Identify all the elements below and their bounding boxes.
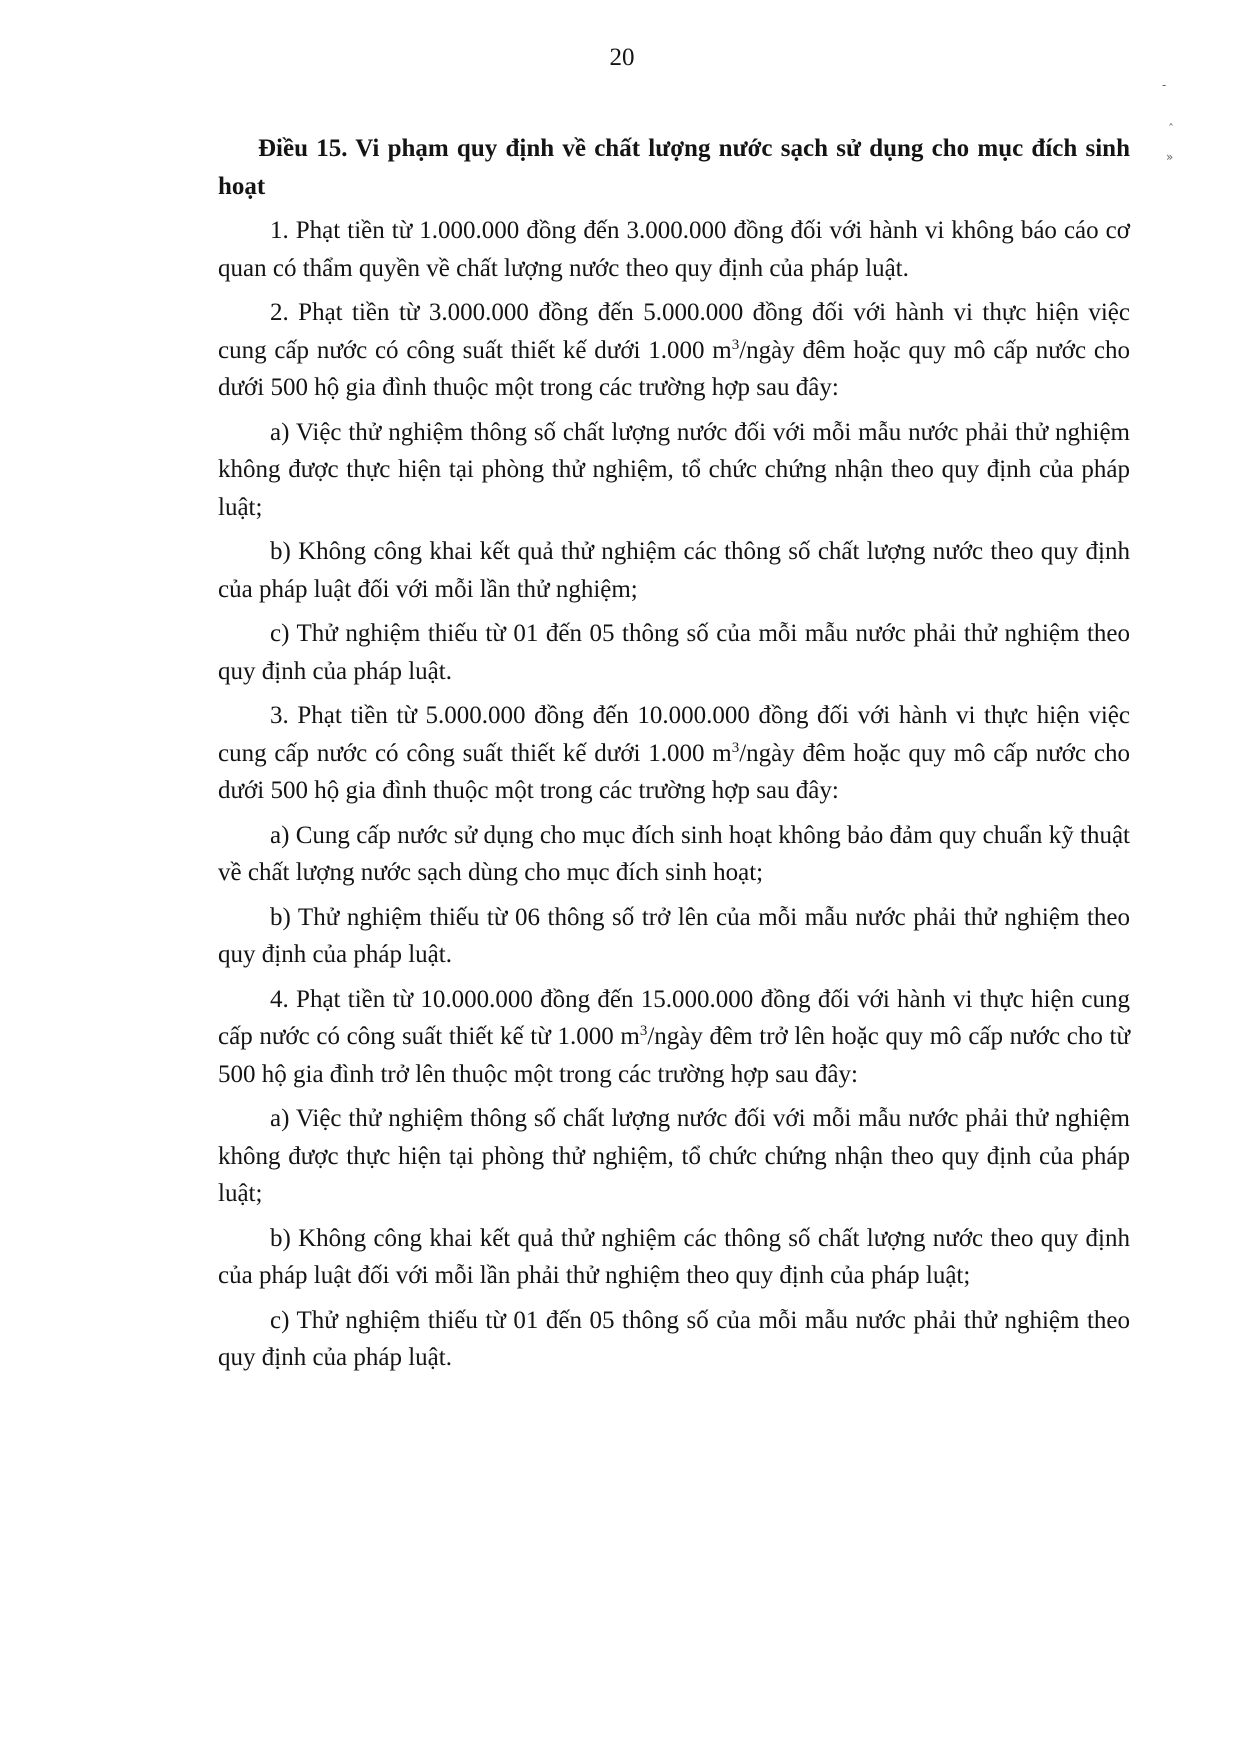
clause-4-text-b: /ngày đêm trở lên hoặc quy mô cấp nước cho từ 500 hộ gia đình trở lên thuộc một trong các trường hợp sau đây: bbox=[218, 1023, 1130, 1088]
clause-2-text-b: /ngày đêm hoặc quy mô cấp nước cho dưới 500 hộ gia đình thuộc một trong các trường hợp sau đây: bbox=[218, 336, 1130, 401]
clause-1: 1. Phạt tiền từ 1.000.000 đồng đến 3.000.000 đồng đối với hành vi không báo cáo cơ quan có thẩm quyền về chất lượng nước theo quy định của pháp luật. bbox=[218, 217, 1130, 282]
document-body bbox=[218, 130, 1130, 1384]
clause-4-point-b: b) Không công khai kết quả thử nghiệm các thông số chất lượng nước theo quy định của pháp luật đối với mỗi lần phải thử nghiệm theo quy định của pháp luật; bbox=[218, 1224, 1130, 1289]
clause-2-point-b: b) Không công khai kết quả thử nghiệm các thông số chất lượng nước theo quy định của pháp luật đối với mỗi lần thử nghiệm; bbox=[218, 538, 1130, 603]
page-number: 20 bbox=[609, 44, 635, 71]
clause-3-point-b: b) Thử nghiệm thiếu từ 06 thông số trở lên của mỗi mẫu nước phải thử nghiệm theo quy định của pháp luật. bbox=[218, 903, 1130, 968]
superscript: 3 bbox=[639, 1023, 648, 1039]
clause-3-point-a: a) Cung cấp nước sử dụng cho mục đích sinh hoạt không bảo đảm quy chuẩn kỹ thuật về chất lượng nước sạch dùng cho mục đích sinh hoạt; bbox=[218, 821, 1130, 886]
clause-4-point-c: c) Thử nghiệm thiếu từ 01 đến 05 thông số của mỗi mẫu nước phải thử nghiệm theo quy định của pháp luật. bbox=[218, 1306, 1130, 1371]
clause-4-text-a: 4. Phạt tiền từ 10.000.000 đồng đến 15.000.000 đồng đối với hành vi thực hiện cung cấp nước có công suất thiết kế từ 1.000 m bbox=[218, 985, 1130, 1050]
scan-mark: » bbox=[1166, 150, 1174, 164]
superscript: 3 bbox=[731, 739, 740, 756]
clause-3 bbox=[218, 697, 1130, 810]
clause-2-point-c: c) Thử nghiệm thiếu từ 01 đến 05 thông số của mỗi mẫu nước phải thử nghiệm theo quy định của pháp luật. bbox=[218, 620, 1130, 685]
clause-3-text-a: 3. Phạt tiền từ 5.000.000 đồng đến 10.000.000 đồng đối với hành vi thực hiện việc cung cấp nước có công suất thiết kế dưới 1.000 m bbox=[218, 702, 1130, 767]
clause-2 bbox=[218, 294, 1130, 407]
scan-mark: ˆ bbox=[1168, 122, 1174, 136]
superscript: 3 bbox=[731, 336, 740, 353]
clause-2-point-a: a) Việc thử nghiệm thông số chất lượng nước đối với mỗi mẫu nước phải thử nghiệm không được thực hiện tại phòng thử nghiệm, tổ chức chứng nhận theo quy định của pháp luật; bbox=[218, 418, 1130, 521]
article-heading: Điều 15. Vi phạm quy định về chất lượng nước sạch sử dụng cho mục đích sinh hoạt bbox=[218, 135, 1130, 200]
scan-mark: - bbox=[1162, 78, 1167, 92]
clause-2-text-a: 2. Phạt tiền từ 3.000.000 đồng đến 5.000.000 đồng đối với hành vi thực hiện việc cung cấp nước có công suất thiết kế dưới 1.000 m bbox=[218, 299, 1130, 364]
clause-4 bbox=[218, 981, 1130, 1094]
clause-3-text-b: /ngày đêm hoặc quy mô cấp nước cho dưới 500 hộ gia đình thuộc một trong các trường hợp sau đây: bbox=[218, 739, 1130, 804]
clause-4-point-a: a) Việc thử nghiệm thông số chất lượng nước đối với mỗi mẫu nước phải thử nghiệm không được thực hiện tại phòng thử nghiệm, tổ chức chứng nhận theo quy định của pháp luật; bbox=[218, 1105, 1130, 1207]
